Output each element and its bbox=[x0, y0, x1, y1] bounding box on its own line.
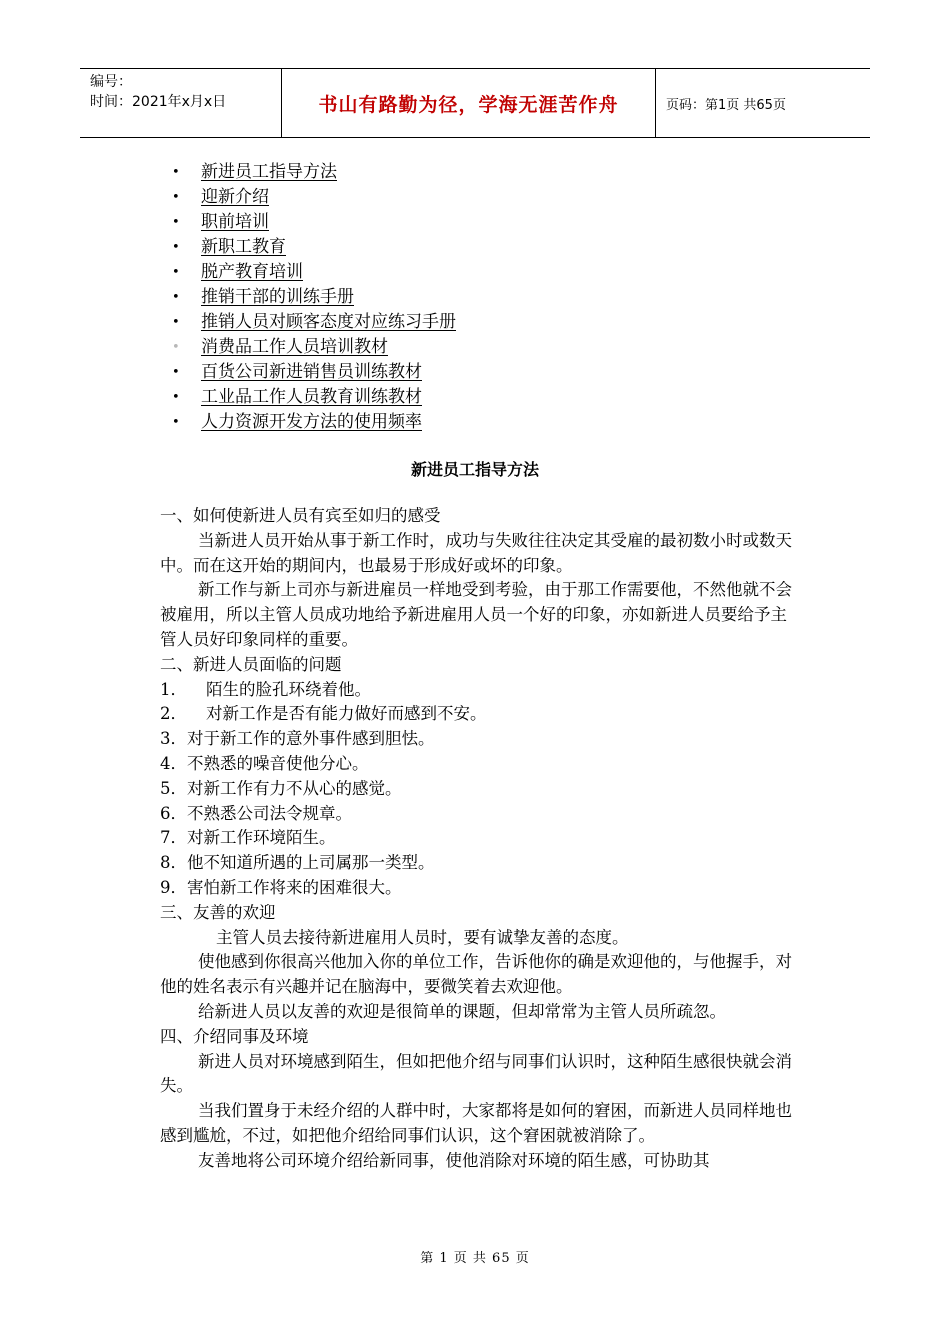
header-motto: 书山有路勤为径，学海无涯苦作舟 bbox=[282, 69, 656, 137]
bullet-icon: • bbox=[172, 315, 180, 330]
paragraph: 使他感到你很高兴他加入你的单位工作，告诉他你的确是欢迎他的，与他握手，对他的姓名表示有兴趣并记在脑海中，要微笑着去欢迎他。 bbox=[160, 952, 792, 997]
list-item bbox=[160, 851, 800, 876]
list-item bbox=[160, 752, 800, 777]
section-heading: 二、新进人员面临的问题 bbox=[160, 654, 342, 674]
list-item bbox=[160, 727, 800, 752]
toc-link[interactable]: 消费品工作人员培训教材 bbox=[201, 337, 388, 357]
list-item bbox=[160, 826, 800, 851]
toc-item[interactable] bbox=[172, 285, 456, 310]
toc-link[interactable]: 推销干部的训练手册 bbox=[201, 287, 354, 307]
toc-link[interactable]: 新进员工指导方法 bbox=[201, 162, 337, 182]
table-of-contents bbox=[172, 160, 456, 435]
page-footer: 第 1 页 共 65 页 bbox=[420, 1251, 530, 1266]
list-number: 5． bbox=[160, 778, 187, 798]
toc-item[interactable] bbox=[172, 335, 456, 360]
list-text: 陌生的脸孔环绕着他。 bbox=[206, 679, 371, 699]
paragraph: 新进人员对环境感到陌生，但如把他介绍与同事们认识时，这种陌生感很快就会消失。 bbox=[160, 1051, 792, 1096]
list-item bbox=[160, 678, 800, 703]
bullet-icon: • bbox=[172, 215, 180, 230]
toc-link[interactable]: 新职工教育 bbox=[201, 237, 286, 257]
list-number: 8． bbox=[160, 853, 187, 873]
paragraph: 给新进人员以友善的欢迎是很简单的课题，但却常常为主管人员所疏忽。 bbox=[198, 1001, 726, 1021]
toc-link[interactable]: 推销人员对顾客态度对应练习手册 bbox=[201, 312, 456, 332]
list-item bbox=[160, 802, 800, 827]
list-text: 对新工作有力不从心的感觉。 bbox=[187, 778, 402, 798]
doc-number-label: 编号： bbox=[90, 74, 132, 90]
doc-time-label: 时间：2021年x月x日 bbox=[90, 94, 227, 110]
page-header bbox=[80, 68, 870, 138]
list-text: 害怕新工作将来的困难很大。 bbox=[187, 877, 402, 897]
paragraph: 主管人员去接待新进雇用人员时，要有诚挚友善的态度。 bbox=[216, 927, 629, 947]
section-heading: 一、如何使新进人员有宾至如归的感受 bbox=[160, 506, 441, 525]
toc-link[interactable]: 人力资源开发方法的使用频率 bbox=[201, 412, 422, 432]
paragraph: 新工作与新上司亦与新进雇员一样地受到考验，由于那工作需要他，不然他就不会被雇用，所以主管人员成功地给予新进雇用人员一个好的印象，亦如新进人员要给予主管人员好印象同样的重要。 bbox=[160, 580, 792, 649]
header-page-info: 页码：第1页 共65页 bbox=[666, 97, 786, 113]
list-text: 对新工作是否有能力做好而感到不安。 bbox=[206, 704, 487, 724]
bullet-icon: • bbox=[172, 390, 180, 405]
document-body bbox=[160, 504, 800, 1174]
list-text: 他不知道所遇的上司属那一类型。 bbox=[187, 853, 435, 873]
paragraph: 当我们置身于未经介绍的人群中时，大家都将是如何的窘困，而新进人员同样地也感到尴尬，不过，如把他介绍给同事们认识，这个窘困就被消除了。 bbox=[160, 1101, 792, 1145]
list-number: 3． bbox=[160, 729, 187, 749]
bullet-icon: • bbox=[172, 265, 180, 280]
list-item bbox=[160, 876, 800, 901]
list-number: 2． bbox=[160, 704, 187, 724]
list-item bbox=[160, 702, 800, 727]
section-heading: 四、介绍同事及环境 bbox=[160, 1026, 309, 1046]
toc-link[interactable]: 工业品工作人员教育训练教材 bbox=[201, 387, 422, 407]
list-number: 9． bbox=[160, 877, 187, 897]
list-number: 6． bbox=[160, 803, 187, 823]
toc-item[interactable] bbox=[172, 360, 456, 385]
bullet-icon: • bbox=[172, 290, 180, 305]
toc-link[interactable]: 职前培训 bbox=[201, 212, 269, 232]
section-heading: 三、友善的欢迎 bbox=[160, 902, 276, 922]
paragraph: 友善地将公司环境介绍给新同事，使他消除对环境的陌生感，可协助其 bbox=[198, 1150, 710, 1170]
toc-item[interactable] bbox=[172, 310, 456, 335]
list-number: 7． bbox=[160, 828, 187, 848]
bullet-icon: • bbox=[172, 240, 180, 255]
bullet-icon: • bbox=[172, 415, 180, 430]
list-text: 不熟悉公司法令规章。 bbox=[187, 803, 352, 823]
list-text: 对于新工作的意外事件感到胆怯。 bbox=[187, 729, 435, 749]
bullet-icon: • bbox=[172, 165, 180, 180]
bullet-icon: • bbox=[172, 365, 180, 380]
toc-item[interactable] bbox=[172, 385, 456, 410]
list-text: 对新工作环境陌生。 bbox=[187, 828, 336, 848]
toc-item[interactable] bbox=[172, 210, 456, 235]
list-item bbox=[160, 777, 800, 802]
paragraph: 当新进人员开始从事于新工作时，成功与失败往往决定其受雇的最初数小时或数天中。而在这开始的期间内，也最易于形成好或坏的印象。 bbox=[160, 530, 792, 575]
header-meta bbox=[80, 69, 282, 137]
list-number: 1． bbox=[160, 679, 187, 699]
bullet-icon: • bbox=[172, 190, 180, 205]
list-number: 4． bbox=[160, 753, 187, 773]
toc-item[interactable] bbox=[172, 235, 456, 260]
toc-item[interactable] bbox=[172, 185, 456, 210]
toc-item[interactable] bbox=[172, 410, 456, 435]
toc-item[interactable] bbox=[172, 160, 456, 185]
toc-link[interactable]: 百货公司新进销售员训练教材 bbox=[201, 362, 422, 382]
toc-link[interactable]: 迎新介绍 bbox=[201, 187, 269, 207]
bullet-icon: • bbox=[172, 340, 180, 355]
toc-item[interactable] bbox=[172, 260, 456, 285]
toc-link[interactable]: 脱产教育培训 bbox=[201, 262, 303, 282]
document-title: 新进员工指导方法 bbox=[410, 460, 539, 479]
list-text: 不熟悉的噪音使他分心。 bbox=[187, 753, 369, 773]
